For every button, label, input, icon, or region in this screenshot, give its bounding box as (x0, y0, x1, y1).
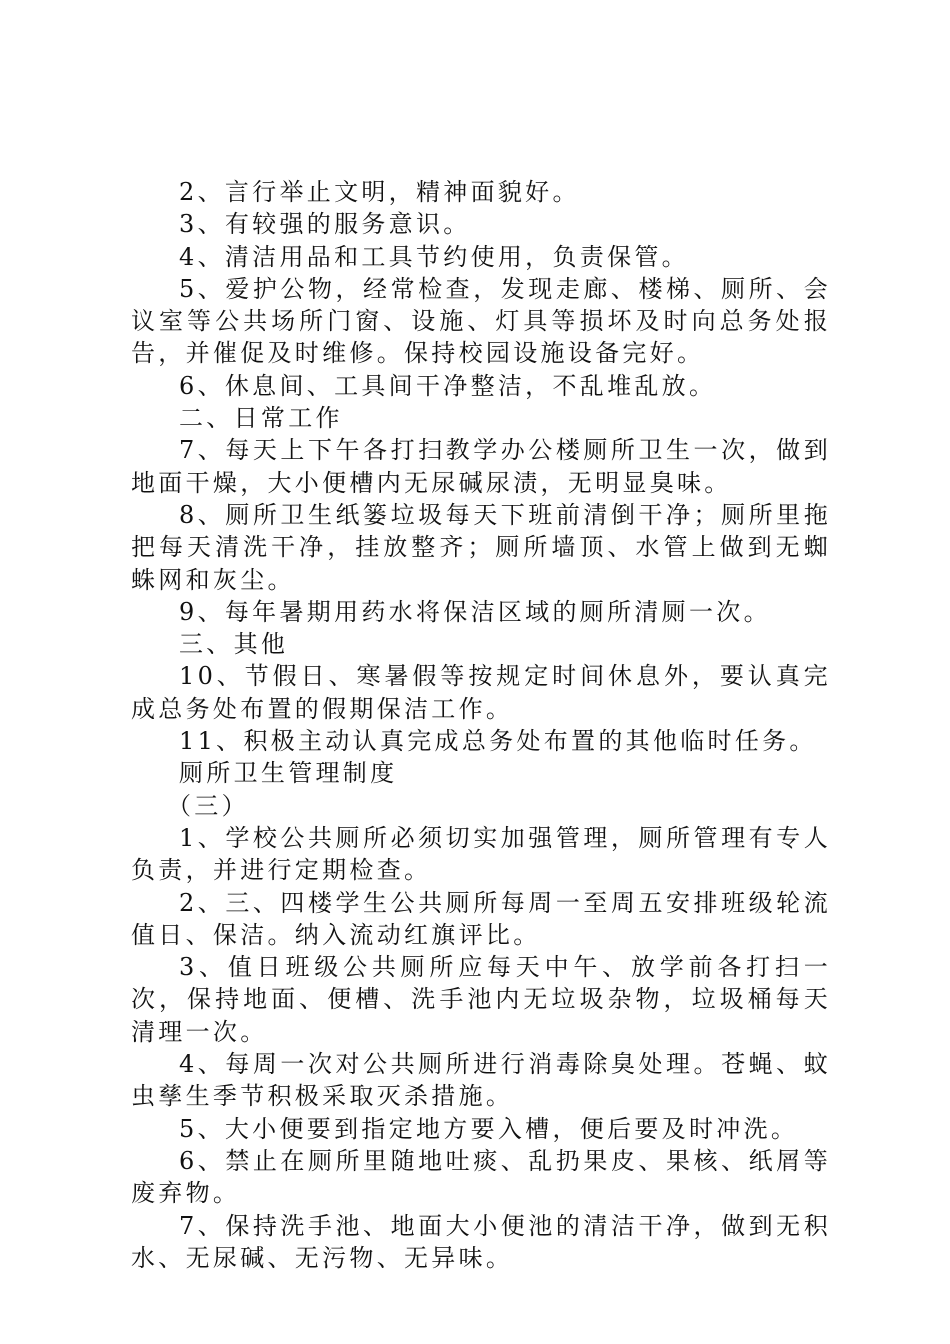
paragraph-item-10: 10、节假日、寒暑假等按规定时间休息外，要认真完成总务处布置的假期保洁工作。 (131, 662, 831, 723)
rule-item-5: 5、大小便要到指定地方要入槽，便后要及时冲洗。 (179, 1114, 799, 1143)
section-heading-daily-work: 二、日常工作 (179, 404, 343, 433)
document-section-title: 厕所卫生管理制度 (179, 759, 398, 788)
document-body (131, 176, 831, 1274)
section-heading-other: 三、其他 (179, 630, 289, 659)
paragraph-item-9: 9、每年暑期用药水将保洁区域的厕所清厕一次。 (179, 597, 771, 626)
rule-item-2: 2、三、四楼学生公共厕所每周一至周五安排班级轮流值日、保洁。纳入流动红旗评比。 (131, 888, 831, 949)
paragraph-item-7: 7、每天上下午各打扫教学办公楼厕所卫生一次，做到地面干燥，大小便槽内无尿碱尿渍，无明显臭味。 (131, 436, 831, 497)
paragraph-item-11: 11、积极主动认真完成总务处布置的其他临时任务。 (179, 727, 817, 756)
paragraph-item-3: 3、有较强的服务意识。 (179, 210, 471, 239)
rule-item-1: 1、学校公共厕所必须切实加强管理，厕所管理有专人负责，并进行定期检查。 (131, 823, 831, 885)
paragraph-item-2: 2、言行举止文明，精神面貌好。 (179, 178, 580, 206)
rule-item-3: 3、值日班级公共厕所应每天中午、放学前各打扫一次，保持地面、便槽、洗手池内无垃圾杂物，垃圾桶每天清理一次。 (131, 953, 831, 1046)
paragraph-item-4: 4、清洁用品和工具节约使用，负责保管。 (179, 242, 689, 271)
paragraph-item-6: 6、休息间、工具间干净整洁，不乱堆乱放。 (179, 371, 717, 400)
section-number: （三） (167, 791, 249, 820)
paragraph-item-5: 5、爱护公物，经常检查，发现走廊、楼梯、厕所、会议室等公共场所门窗、设施、灯具等损坏及时向总务处报告，并催促及时维修。保持校园设施设备完好。 (131, 274, 831, 368)
rule-item-7: 7、保持洗手池、地面大小便池的清洁干净，做到无积水、无尿碱、无污物、无异味。 (131, 1211, 831, 1272)
rule-item-4: 4、每周一次对公共厕所进行消毒除臭处理。苍蝇、蚊虫孳生季节积极采取灭杀措施。 (131, 1050, 831, 1111)
paragraph-item-8: 8、厕所卫生纸篓垃圾每天下班前清倒干净；厕所里拖把每天清洗干净，挂放整齐；厕所墙顶、水管上做到无蜘蛛网和灰尘。 (131, 500, 831, 594)
rule-item-6: 6、禁止在厕所里随地吐痰、乱扔果皮、果核、纸屑等废弃物。 (131, 1146, 831, 1208)
